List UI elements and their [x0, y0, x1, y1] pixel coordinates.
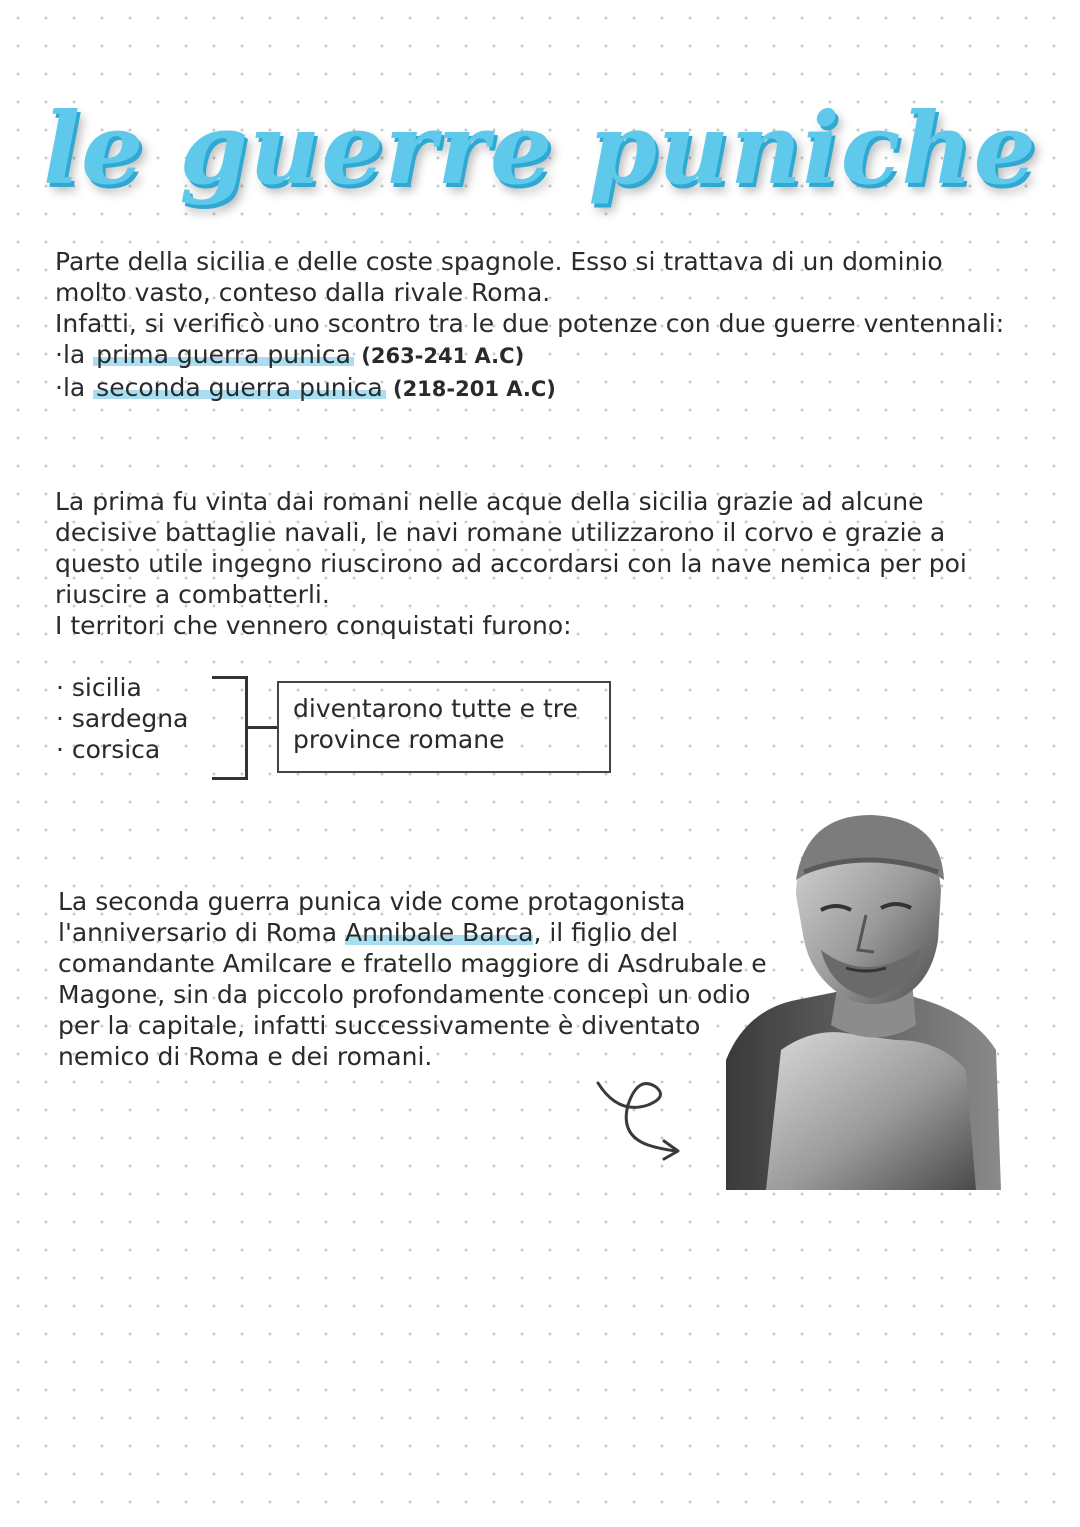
bracket-connector: [212, 676, 248, 780]
territories-intro: I territori che vennero conquistati furono:: [55, 611, 572, 640]
intro-line-1: Parte della sicilia e delle coste spagnole. Esso si trattava di un dominio molto vasto, conteso dalla rivale Roma.: [55, 247, 943, 307]
war-name-highlight: prima guerra punica: [93, 340, 354, 369]
first-war-text: La prima fu vinta dai romani nelle acque della sicilia grazie ad alcune decisive battaglie navali, le navi romane utilizzarono il corvo e grazie a questo utile ingegno riuscirono ad accordarsi con la nave nemica per poi riuscire a combatterli.: [55, 487, 967, 609]
territories-list: [56, 672, 188, 765]
bracket-line: [248, 726, 278, 729]
second-war-text-end: , il figlio del comandante Amilcare e fratello maggiore di Asdrubale e Magone, sin da piccolo profondamente concepì un odio per la capitale, infatti successivamente è diventato nemico di Roma e dei romani.: [58, 918, 767, 1071]
intro-paragraph: [55, 246, 1015, 405]
hannibal-bust-image: [726, 810, 1026, 1190]
war-bullet: ·la: [55, 340, 94, 369]
page-title: le guerre puniche: [42, 92, 1038, 207]
list-item: · sicilia: [56, 673, 142, 702]
curly-arrow-icon: [588, 1075, 693, 1170]
list-item: · sardegna: [56, 704, 189, 733]
war-bullet: ·la: [55, 373, 94, 402]
war-dates: (218-201 A.C): [385, 377, 556, 401]
result-box: diventarono tutte e tre province romane: [277, 681, 611, 773]
war-item-first: [55, 339, 1015, 372]
intro-line-2: Infatti, si verificò uno scontro tra le due potenze con due guerre ventennali:: [55, 309, 1005, 338]
first-war-paragraph: [55, 486, 1015, 641]
annibale-highlight: Annibale Barca: [344, 918, 534, 947]
war-name-highlight: seconda guerra punica: [93, 373, 385, 402]
list-item: · corsica: [56, 735, 161, 764]
second-war-paragraph: [58, 886, 778, 1072]
war-dates: (263-241 A.C): [353, 344, 525, 368]
second-war-text-start: La seconda guerra punica vide come protagonista l'anniversario di Roma: [58, 887, 686, 947]
war-item-second: [55, 372, 1015, 405]
